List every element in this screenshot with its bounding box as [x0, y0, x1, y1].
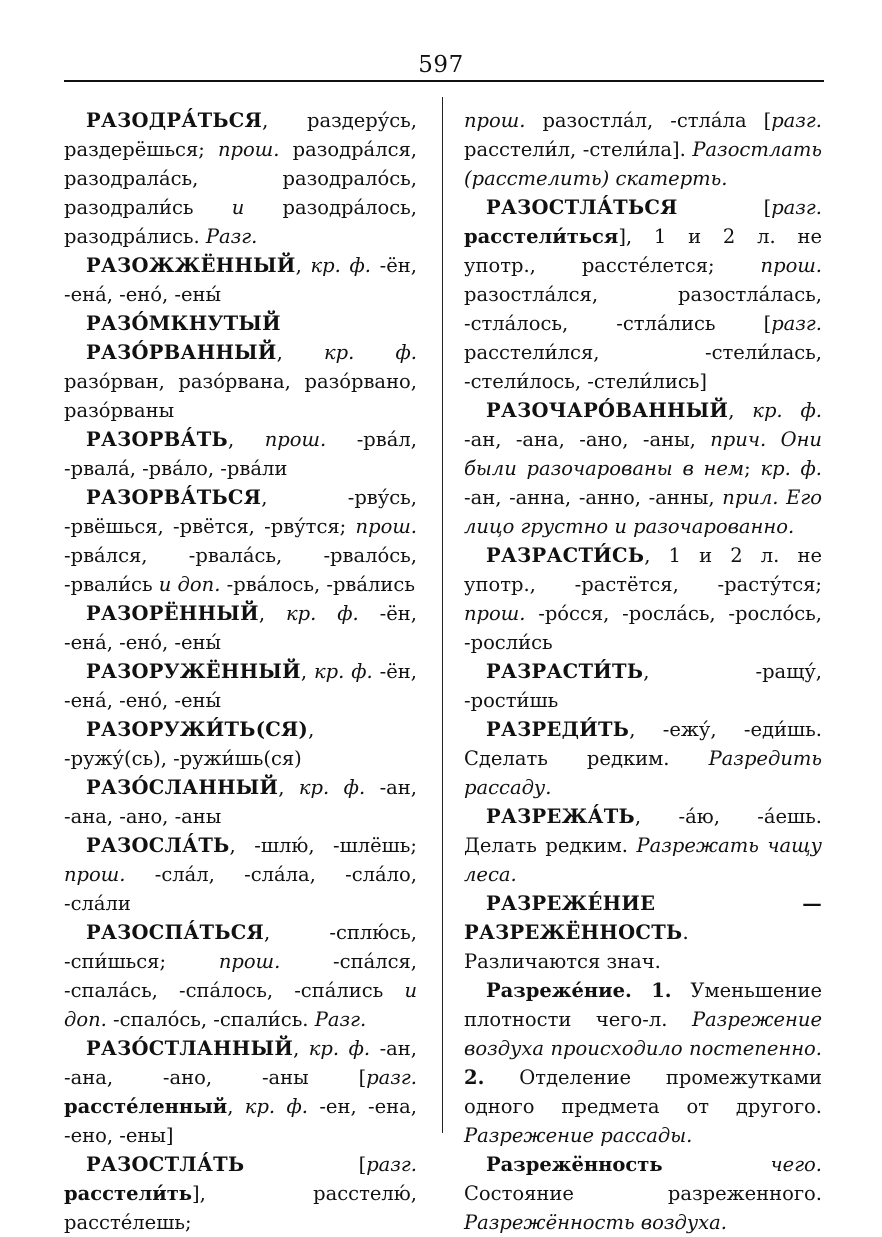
column-divider: [442, 97, 443, 1133]
entry-text: Отделение промежутками одного предмета от другого.: [464, 1066, 822, 1118]
entry-bold-text: 2.: [464, 1066, 485, 1089]
left-column: [64, 106, 417, 1237]
header-rule: [64, 80, 824, 82]
entry-italic-text: кр. ф.: [298, 776, 366, 799]
dictionary-entry: [464, 106, 822, 193]
entry-headword: РАЗРЕДИ́ТЬ: [486, 718, 630, 741]
entry-headword: РАЗОРУЖИ́ТЬ(СЯ): [86, 718, 309, 741]
dictionary-entry: [464, 715, 822, 802]
entry-italic-text: разг.: [366, 1066, 417, 1089]
dictionary-entry: [464, 976, 822, 1150]
entry-italic-text: разг.: [366, 1153, 417, 1176]
entry-italic-text: кр. ф.: [313, 660, 373, 683]
entry-italic-text: прич. Они были разочарованы в нем: [464, 428, 822, 480]
entry-italic-text: прош.: [464, 602, 526, 625]
dictionary-entry: [464, 541, 822, 657]
entry-text: -сла́л, -сла́ла, -сла́ло, -сла́ли: [64, 863, 417, 915]
entry-italic-text: кр. ф.: [324, 341, 417, 364]
entry-text: -рва́лся, -рвала́сь, -рвало́сь, -рвали́сь: [64, 544, 417, 596]
dictionary-entry: [64, 483, 417, 599]
dictionary-entry: [64, 1150, 417, 1237]
entry-italic-text: разг.: [771, 109, 822, 132]
entry-text: -ён, -ена́, -ено́, -ены́: [64, 660, 417, 712]
entry-italic-text: кр. ф.: [285, 602, 359, 625]
entry-text: -ан, -ана, -ано, -аны: [64, 776, 417, 828]
entry-text: ], 1 и 2 л. не употр., расстéлется;: [464, 225, 822, 277]
entry-headword: РАЗОДРА́ТЬСЯ: [86, 109, 263, 132]
entry-headword: РАЗРАСТИ́ТЬ: [486, 660, 644, 683]
entry-italic-text: Разрежение воздуха происходило постепенно.: [464, 1008, 822, 1060]
entry-text: расстели́л, -стели́ла].: [464, 138, 693, 161]
entry-text: , -а́ю, -а́ешь. Делать редким.: [464, 805, 822, 857]
entry-bold-text: Разрежённость: [486, 1153, 663, 1176]
entry-headword: РАЗОСТЛА́ТЬСЯ: [486, 196, 678, 219]
entry-text: Состояние разреженного.: [464, 1182, 822, 1205]
entry-italic-text: кр. ф.: [310, 254, 371, 277]
entry-text: -ан, -анна, -анно, -анны,: [464, 486, 723, 509]
entry-italic-text: Разрежать чащу леса.: [464, 834, 822, 886]
dictionary-entry: [64, 425, 417, 483]
entry-headword: РАЗРЕЖА́ТЬ: [486, 805, 635, 828]
dictionary-entry: [64, 831, 417, 918]
entry-italic-text: и: [231, 196, 245, 219]
entry-text: . Различаются знач.: [464, 921, 689, 973]
entry-italic-text: прош.: [760, 254, 822, 277]
entry-headword: РАЗОСЛА́ТЬ: [86, 834, 230, 857]
entry-text: -ро́сся, -росла́сь, -росло́сь, -росли́сь: [464, 602, 822, 654]
entry-bold-text: Разреже́ние. 1.: [486, 979, 672, 1002]
entry-italic-text: прил. Его лицо грустно и разочарованно.: [464, 486, 822, 538]
entry-italic-text: Разостлать (расстелить) скатерть.: [464, 138, 822, 190]
entry-text: , -сплю́сь, -спи́шься;: [64, 921, 417, 973]
right-column: [464, 106, 822, 1237]
entry-headword: РАЗОРЁННЫЙ: [86, 602, 259, 625]
entry-text: ,: [293, 1037, 309, 1060]
entry-italic-text: кр. ф.: [308, 1037, 371, 1060]
entry-text: -ён, -ена́, -ено́, -ены́: [64, 602, 417, 654]
entry-text: [663, 1153, 771, 1176]
entry-italic-text: чего.: [770, 1153, 822, 1176]
entry-text: -ан, -ана, -ано, -аны [: [64, 1037, 417, 1089]
entry-italic-text: прош.: [264, 428, 327, 451]
entry-italic-text: прош.: [218, 138, 280, 161]
dictionary-entry: [64, 338, 417, 425]
entry-text: ], расстелю́, расстéлешь;: [64, 1182, 417, 1234]
entry-text: -ан, -ана, -ано, -аны,: [464, 428, 711, 451]
entry-text: -рва́л, -рвала́, -рва́ло, -рва́ли: [64, 428, 417, 480]
entry-text: -спа́лся, -спала́сь, -спа́лось, -спа́лись: [64, 950, 417, 1002]
entry-bold-text: расстели́ться: [464, 225, 619, 248]
entry-headword: РАЗО́СЛАННЫЙ: [86, 776, 279, 799]
entry-text: разо́рван, разо́рвана, разо́рвано, разо́рваны: [64, 370, 417, 422]
entry-headword: РАЗРАСТИ́СЬ: [486, 544, 645, 567]
entry-text: , -шлю́, -шлёшь;: [229, 834, 417, 857]
dictionary-entry: [64, 251, 417, 309]
entry-text: разостла́л, -стла́ла [: [525, 109, 772, 132]
entry-text: , 1 и 2 л. не употр., -растётся, -расту́тся;: [464, 544, 822, 596]
entry-text: ,: [295, 254, 311, 277]
entry-italic-text: Разрежённость воздуха.: [464, 1211, 727, 1234]
entry-italic-text: прош.: [464, 109, 526, 132]
dictionary-entry: [464, 889, 822, 976]
entry-italic-text: кр. ф.: [244, 1095, 308, 1118]
entry-text: ,: [227, 428, 265, 451]
entry-headword: РАЗОРУЖЁННЫЙ: [86, 660, 301, 683]
entry-italic-text: Разредить рассаду.: [464, 747, 822, 799]
entry-text: разодра́лось, разодра́лись.: [64, 196, 417, 248]
dictionary-entry: [464, 396, 822, 541]
dictionary-entry: [464, 657, 822, 715]
dictionary-entry: [464, 1150, 822, 1237]
dictionary-entry: [64, 715, 417, 773]
entry-italic-text: и доп.: [64, 979, 417, 1031]
entry-italic-text: Разг.: [314, 1008, 367, 1031]
dictionary-entry: [64, 599, 417, 657]
entry-text: -спало́сь, -спали́сь.: [106, 1008, 315, 1031]
entry-headword: РАЗОСТЛА́ТЬ: [86, 1153, 245, 1176]
entry-italic-text: разг.: [771, 312, 822, 335]
entry-text: ,: [258, 602, 286, 625]
entry-text: , раздеру́сь, раздерёшься;: [64, 109, 417, 161]
entry-headword: РАЗОЖЖЁННЫЙ: [86, 254, 296, 277]
entry-bold-text: расстели́ть: [64, 1182, 193, 1205]
entry-text: -ён, -ена́, -ено́, -ены́: [64, 254, 417, 306]
entry-text: , -рву́сь, -рвёшься, -рвётся, -рву́тся;: [64, 486, 417, 538]
entry-headword: РАЗО́СТЛАННЫЙ: [86, 1037, 294, 1060]
dictionary-entry: [64, 918, 417, 1034]
entry-italic-text: Разрежение рассады.: [464, 1124, 693, 1147]
entry-italic-text: и доп.: [158, 573, 221, 596]
entry-italic-text: прош.: [355, 515, 417, 538]
entry-headword: РАЗОЧАРО́ВАННЫЙ: [486, 399, 729, 422]
entry-italic-text: кр. ф.: [752, 399, 822, 422]
entry-text: , -ежу́, -еди́шь. Сделать редким.: [464, 718, 822, 770]
entry-text: ,: [227, 1095, 245, 1118]
entry-text: ,: [278, 776, 299, 799]
entry-headword: РАЗО́МКНУТЫЙ: [86, 312, 281, 335]
entry-italic-text: Разг.: [205, 225, 258, 248]
entry-italic-text: прош.: [218, 950, 281, 973]
entry-text: разодра́лся, разодрала́сь, разодрало́сь, разодрали́сь: [64, 138, 417, 219]
entry-text: расстели́лся, -стели́лась, -стели́лось, -стели́лись]: [464, 341, 822, 393]
entry-text: разостла́лся, разостла́лась, -стла́лось, -стла́лись [: [464, 283, 822, 335]
entry-text: ,: [300, 660, 314, 683]
dictionary-entry: [464, 193, 822, 396]
entry-bold-text: расстéленный: [64, 1095, 228, 1118]
entry-headword: РАЗО́РВАННЫЙ: [86, 341, 277, 364]
entry-headword: РАЗОРВА́ТЬ: [86, 428, 228, 451]
dictionary-entry: [64, 657, 417, 715]
entry-text: [: [244, 1153, 367, 1176]
entry-text: -ен, -ена, -ено, -ены]: [64, 1095, 417, 1147]
dictionary-entry: [64, 1034, 417, 1150]
entry-italic-text: кр. ф.: [760, 457, 822, 480]
page-number: 597: [418, 52, 464, 78]
dictionary-entry: [64, 309, 417, 338]
entry-headword: РАЗОРВА́ТЬСЯ: [86, 486, 262, 509]
entry-text: Уменьшение плотности чего-л.: [464, 979, 822, 1031]
entry-headword: РАЗРЕЖЕ́НИЕ — РАЗРЕЖЁННОСТЬ: [464, 892, 822, 944]
entry-text: -рва́лось, -рва́лись: [220, 573, 415, 596]
entry-italic-text: разг.: [771, 196, 822, 219]
dictionary-entry: [64, 106, 417, 251]
entry-headword: РАЗОСПА́ТЬСЯ: [86, 921, 265, 944]
dictionary-entry: [464, 802, 822, 889]
entry-text: , -ращу́, -рости́шь: [464, 660, 822, 712]
dictionary-entry: [64, 773, 417, 831]
entry-text: ;: [744, 457, 761, 480]
entry-text: ,: [276, 341, 325, 364]
entry-text: , -ружу́(сь), -ружи́шь(ся): [64, 718, 315, 770]
entry-text: ,: [728, 399, 753, 422]
entry-text: [: [677, 196, 772, 219]
entry-italic-text: прош.: [64, 863, 126, 886]
